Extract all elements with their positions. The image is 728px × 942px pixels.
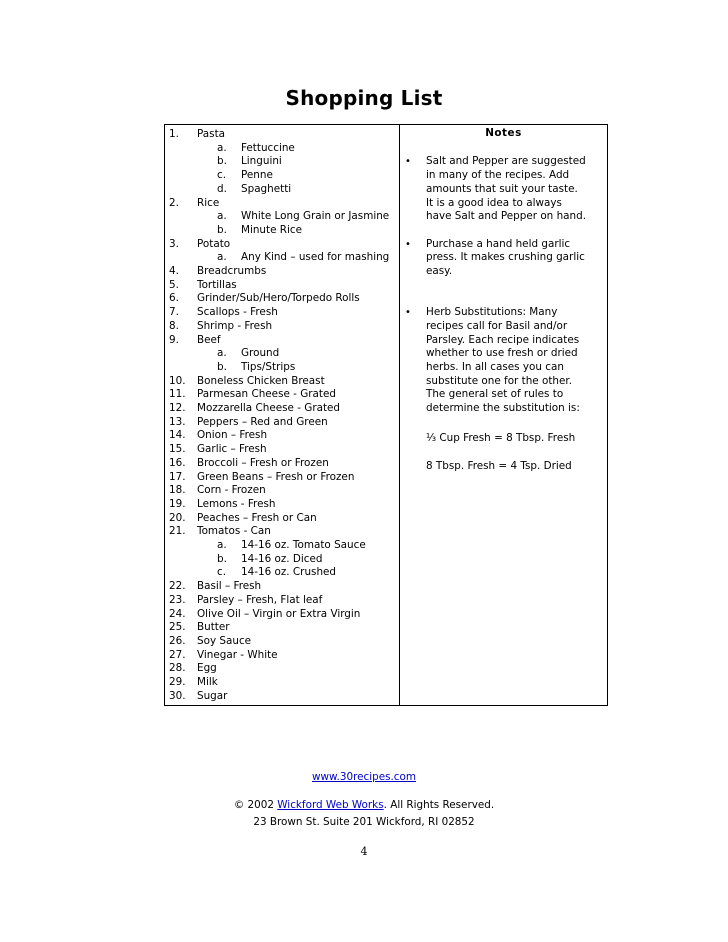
column-divider: [399, 125, 400, 705]
list-item-number: 29.: [169, 676, 186, 688]
list-item-label: Peaches – Fresh or Can: [197, 511, 317, 524]
list-item-number: 30.: [169, 689, 186, 702]
copyright-line: [0, 799, 728, 811]
list-item-label: Parsley – Fresh, Flat leaf: [197, 593, 323, 606]
list-item-label: Fettuccine: [241, 141, 295, 154]
page-number: 4: [360, 845, 368, 858]
list-item-number: 28.: [169, 662, 186, 675]
shopping-table: [164, 124, 608, 706]
list-item-label: Tortillas: [197, 278, 237, 291]
list-item-number: 23.: [169, 593, 186, 606]
list-item-label: Green Beans – Fresh or Frozen: [197, 470, 355, 483]
list-item-label: 14-16 oz. Crushed: [241, 566, 337, 579]
copyright-suffix: . All Rights Reserved.: [383, 799, 495, 811]
note-line: Parsley. Each recipe indicates: [426, 333, 580, 346]
list-item-label: Linguini: [241, 155, 282, 168]
list-item-number: 7.: [169, 306, 179, 319]
list-item-number: 5.: [169, 278, 179, 291]
website-link[interactable]: www.30recipes.com: [312, 771, 416, 783]
list-item-number: 26.: [169, 634, 186, 647]
list-item-label: Tips/Strips: [241, 360, 296, 373]
list-item-number: 1.: [169, 128, 179, 140]
list-item-number: 18.: [169, 484, 186, 497]
bullet-icon: •: [405, 238, 411, 250]
note-text: [426, 238, 604, 279]
bullet-icon: •: [405, 156, 411, 168]
note-line: press. It makes crushing garlic: [426, 251, 585, 264]
list-item-label: Olive Oil – Virgin or Extra Virgin: [197, 607, 361, 620]
list-item-label: Grinder/Sub/Hero/Torpedo Rolls: [197, 292, 360, 305]
list-item-number: 20.: [169, 511, 186, 524]
list-item-number: 3.: [169, 237, 179, 250]
list-item-label: Spaghetti: [241, 182, 292, 195]
copyright-prefix: © 2002: [233, 799, 278, 811]
list-item-label: 14-16 oz. Diced: [241, 552, 323, 565]
list-item-number: 4.: [169, 265, 179, 277]
list-item-number: 11.: [169, 388, 186, 401]
list-item-label: Scallops - Fresh: [197, 306, 278, 319]
page-title: Shopping List: [285, 86, 443, 110]
list-item-number: 15.: [169, 443, 186, 456]
address-line: 23 Brown St. Suite 201 Wickford, RI 02852: [253, 816, 475, 828]
list-item-number: 19.: [169, 497, 186, 510]
list-item-label: Corn - Frozen: [197, 484, 266, 497]
list-item-label: White Long Grain or Jasmine: [241, 210, 390, 223]
list-item-number: c.: [217, 566, 227, 579]
note-line: herbs. In all cases you can: [426, 360, 564, 373]
note-line: Herb Substitutions: Many: [426, 306, 558, 319]
list-item-label: Soy Sauce: [197, 634, 252, 647]
list-item-label: Parmesan Cheese - Grated: [197, 388, 336, 401]
rule-text: 8 Tbsp. Fresh = 4 Tsp. Dried: [426, 459, 572, 472]
list-item-number: 10.: [169, 374, 186, 387]
list-item-number: b.: [217, 155, 227, 168]
list-item-number: a.: [217, 141, 227, 154]
list-item-number: 21.: [169, 525, 186, 538]
list-item-number: c.: [217, 169, 227, 182]
list-item-number: a.: [217, 251, 227, 264]
note-line: amounts that suit your taste.: [426, 182, 578, 195]
list-item-number: 14.: [169, 429, 186, 442]
note-line: The general set of rules to: [426, 388, 564, 401]
list-item-label: Potato: [197, 237, 231, 250]
list-item-label: Minute Rice: [241, 223, 303, 236]
list-item-number: d.: [217, 182, 227, 195]
note-line: recipes call for Basil and/or: [426, 319, 568, 332]
list-item-number: b.: [217, 223, 227, 236]
list-item-label: Peppers – Red and Green: [197, 415, 328, 428]
list-item-label: 14-16 oz. Tomato Sauce: [241, 539, 366, 551]
list-item-label: Lemons - Fresh: [197, 497, 276, 510]
list-item-number: 16.: [169, 456, 186, 469]
note-text: [426, 306, 604, 416]
list-item-label: Any Kind – used for mashing: [241, 251, 390, 264]
note-text: [426, 155, 604, 224]
note-line: whether to use fresh or dried: [426, 347, 578, 360]
list-item-number: 24.: [169, 607, 186, 620]
list-item-label: Pasta: [197, 128, 226, 140]
company-link[interactable]: Wickford Web Works: [277, 799, 384, 811]
list-item-label: Sugar: [197, 689, 228, 702]
list-item-number: 6.: [169, 292, 179, 305]
rule-text: ⅓ Cup Fresh = 8 Tbsp. Fresh: [426, 432, 576, 445]
list-item-label: Milk: [197, 676, 218, 688]
list-item-number: 2.: [169, 196, 179, 209]
list-item-label: Broccoli – Fresh or Frozen: [197, 456, 329, 469]
list-item-number: b.: [217, 360, 227, 373]
list-item-number: a.: [217, 210, 227, 223]
list-item-label: Rice: [197, 196, 220, 209]
list-item-label: Penne: [241, 169, 273, 182]
list-item-label: Vinegar - White: [197, 648, 278, 661]
website-line: [0, 771, 728, 783]
list-item-number: 22.: [169, 580, 186, 593]
list-item-number: b.: [217, 552, 227, 565]
list-item-label: Mozzarella Cheese - Grated: [197, 402, 341, 414]
note-line: Salt and Pepper are suggested: [426, 155, 586, 168]
list-item-label: Breadcrumbs: [197, 265, 267, 277]
note-line: in many of the recipes. Add: [426, 169, 570, 182]
list-item-label: Butter: [197, 621, 230, 634]
note-line: substitute one for the other.: [426, 374, 573, 387]
bullet-icon: •: [405, 307, 411, 319]
note-line: easy.: [426, 265, 453, 277]
list-item-label: Garlic – Fresh: [197, 443, 267, 456]
list-item-label: Egg: [197, 662, 217, 675]
note-line: It is a good idea to always: [426, 196, 562, 209]
list-item-label: Tomatos - Can: [197, 525, 271, 538]
list-item-number: 25.: [169, 621, 186, 634]
note-line: determine the substitution is:: [426, 402, 580, 415]
list-item-number: 13.: [169, 415, 186, 428]
list-item-label: Onion – Fresh: [197, 429, 268, 442]
list-item-label: Boneless Chicken Breast: [197, 374, 325, 387]
list-item-number: 17.: [169, 470, 186, 483]
list-item-number: a.: [217, 347, 227, 360]
list-item-label: Ground: [241, 347, 280, 360]
list-item-number: 9.: [169, 333, 179, 346]
list-item-number: a.: [217, 539, 227, 551]
list-item-label: Basil – Fresh: [197, 580, 262, 593]
list-item-number: 12.: [169, 402, 186, 414]
notes-heading: Notes: [485, 127, 522, 139]
list-item-label: Shrimp - Fresh: [197, 319, 273, 332]
note-line: have Salt and Pepper on hand.: [426, 210, 587, 223]
list-item-number: 8.: [169, 319, 179, 332]
list-item-number: 27.: [169, 648, 186, 661]
list-item-label: Beef: [197, 333, 221, 346]
note-line: Purchase a hand held garlic: [426, 237, 571, 250]
